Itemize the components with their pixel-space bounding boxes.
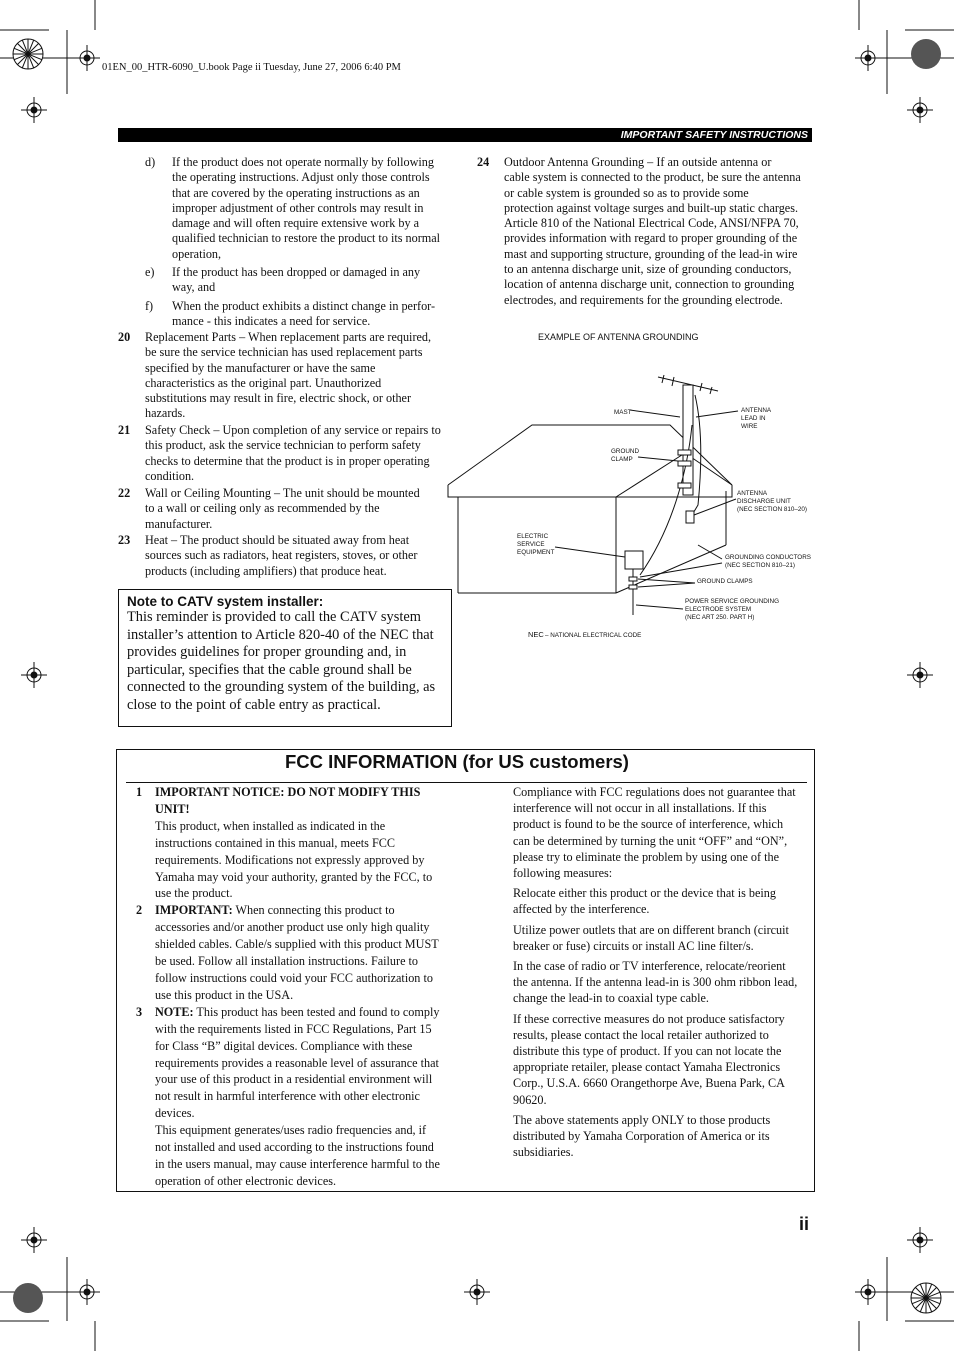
item-number: 22 (118, 486, 131, 500)
text-line: The above statements apply ONLY to those products (513, 1112, 771, 1127)
text-line: provides information with regard to proper grounding of the (504, 231, 798, 246)
text-line: substitutions may result in fire, electric shock, or other (145, 391, 412, 406)
fcc-paragraph (513, 1112, 813, 1161)
text-line: cable system is connected to the product, be sure the antenna (504, 170, 801, 185)
text-line: damage and will often require extensive work by a (172, 216, 420, 231)
text-line: not installed and used according to the instructions found (155, 1140, 434, 1155)
text-line: Article 810 of the National Electrical Code, ANSI/NFPA 70, (504, 216, 799, 231)
text-line: use the product. (155, 886, 233, 901)
text-line: close to the point of cable entry as practical. (127, 696, 381, 713)
text-line: the operating instructions. Adjust only those controls (172, 170, 430, 185)
text-line: provides guidelines for proper grounding and, in (127, 644, 407, 661)
text-line: follow instructions could void your FCC authorization to (155, 970, 433, 985)
text-line: way, and (172, 280, 216, 295)
section-header-title: IMPORTANT SAFETY INSTRUCTIONS (620, 129, 808, 141)
text-line: hazards. (145, 406, 186, 421)
fcc-title-rule (126, 782, 807, 783)
text-line: interference will not occur in all installations. If this (513, 801, 767, 816)
label-ground-clamp-2: CLAMP (611, 456, 633, 463)
text-line: be used. Follow all installation instructions. Failure to (155, 954, 419, 969)
text-line: mance - this indicates a need for service. (172, 314, 371, 329)
subitem-mark: d) (145, 155, 156, 169)
text-line: checks to determine that the product is in proper operating (145, 453, 430, 468)
item-number: 21 (118, 423, 131, 437)
text-line: installer’s attention to Article 820-40 of the NEC that (127, 626, 434, 643)
text-line: improper adjustment of other controls may result in (172, 200, 424, 215)
text-line: This product has been tested and found to comply (193, 1004, 440, 1019)
label-discharge-1: ANTENNA (737, 490, 768, 497)
text-line: When the product exhibits a distinct change in perfor- (172, 299, 436, 313)
text-line: This reminder is provided to call the CATV system (127, 609, 421, 625)
text-line: protection against voltage surges and built-up static charges. (504, 200, 799, 215)
label-grounding-conductors-2: (NEC SECTION 810–21) (725, 562, 795, 569)
item-number: 2 (136, 903, 143, 918)
label-ground-clamps: GROUND CLAMPS (697, 578, 753, 585)
text-line: This product, when installed as indicated in the (155, 818, 386, 833)
text-line: results, please contact the local retailer authorized to (513, 1027, 769, 1042)
text-line: Corp., U.S.A. 6660 Orangethorpe Ave, Buena Park, CA (513, 1076, 785, 1091)
book-info-line: 01EN_00_HTR-6090_U.book Page ii Tuesday, June 27, 2006 6:40 PM (102, 62, 401, 73)
text-line: operation, (172, 246, 222, 261)
label-antenna-lead-3: WIRE (741, 423, 758, 430)
text-line: breaker or fuse) circuits or install AC line filter/s. (513, 938, 754, 953)
label-nec-full: – NATIONAL ELECTRICAL CODE (545, 632, 642, 639)
fcc-paragraph (513, 922, 813, 954)
label-power-service-3: (NEC ART 250. PART H) (685, 614, 755, 621)
text-line: appropriate retailer, please contact Yamaha Electronics (513, 1060, 781, 1075)
text-line: location of antenna discharge unit, connection to grounding (504, 277, 795, 292)
label-power-service-1: POWER SERVICE GROUNDING (685, 598, 779, 605)
item-number: 24 (477, 155, 490, 169)
fcc-left-column (136, 784, 466, 1190)
text-line: instructions contained in this manual, meets FCC (155, 835, 396, 850)
catv-note-box (118, 589, 452, 727)
text-line: devices. (155, 1106, 195, 1121)
text-line: be sure the service technician has used replacement parts (145, 345, 423, 360)
text-line: Compliance with FCC regulations does not guarantee that (513, 785, 796, 799)
fcc-right-column (513, 784, 813, 1160)
label-antenna-lead-2: LEAD IN (741, 415, 766, 422)
text-line: specified by the manufacturer or have the same (145, 360, 376, 375)
item-number: 20 (118, 330, 131, 344)
text-line: mast and supporting structure, grounding of the lead-in wire (504, 246, 798, 261)
fcc-paragraph (513, 958, 813, 1007)
label-grounding-conductors-1: GROUNDING CONDUCTORS (725, 554, 811, 561)
label-discharge-2: DISCHARGE UNIT (737, 498, 791, 505)
text-line: for Class “B” digital devices. Compliance with these (155, 1038, 413, 1053)
text-line: This equipment generates/uses radio frequencies and, if (155, 1123, 427, 1138)
text-line: in the users manual, may cause interference harmful to the (155, 1156, 440, 1171)
text-line: can be determined by turning the unit “OFF” and “ON”, (513, 833, 788, 848)
text-line: connected to the grounding system of the building, as (127, 679, 436, 696)
fcc-notice-heading: UNIT! (155, 801, 190, 816)
text-line: subsidiaries. (513, 1145, 574, 1160)
section-header-bar (118, 128, 812, 142)
text-line: not result in harmful interference with other electronic (155, 1089, 420, 1104)
text-line: Outdoor Antenna Grounding – If an outside antenna or (504, 155, 772, 169)
fcc-important-label: IMPORTANT: (155, 903, 233, 918)
fcc-note-label: NOTE: (155, 1004, 194, 1019)
text-line: If the product has been dropped or damaged in any (172, 265, 421, 279)
text-line: following measures: (513, 866, 613, 881)
label-ground-clamp-1: GROUND (611, 448, 639, 455)
text-line: characteristics as the original part. Unauthorized (145, 375, 382, 390)
text-line: the antenna. If the antenna lead-in is 300 ohm ribbon lead, (513, 975, 798, 990)
text-line: distribute this type of product. If you can not locate the (513, 1044, 782, 1059)
fcc-info-title: FCC INFORMATION (for US customers) (285, 751, 629, 772)
text-line: accessories and/or another product use only high quality (155, 920, 430, 935)
text-line: If these corrective measures do not produce satisfactory (513, 1011, 785, 1026)
text-line: manufacturer. (145, 516, 213, 531)
subitem-mark: e) (145, 265, 155, 279)
text-line: products (including amplifiers) that produce heat. (145, 563, 387, 578)
item-number: 3 (136, 1004, 143, 1019)
text-line: to a wall or ceiling only as recommended by the (145, 501, 380, 516)
text-line: If the product does not operate normally by following (172, 155, 434, 169)
label-electric-2: SERVICE (517, 541, 545, 548)
text-line: Utilize power outlets that are on different branch (circuit (513, 922, 789, 937)
diagram-title: EXAMPLE OF ANTENNA GROUNDING (538, 332, 699, 342)
fcc-paragraph (513, 1011, 813, 1108)
fcc-paragraph (513, 885, 813, 917)
subitem-mark: f) (145, 299, 154, 313)
text-line: Wall or Ceiling Mounting – The unit should be mounted (145, 486, 420, 500)
text-line: with the requirements listed in FCC Regulations, Part 15 (155, 1021, 432, 1036)
text-line: your use of this product in a residential environment will (155, 1072, 433, 1087)
text-line: use this product in the USA. (155, 987, 294, 1002)
item-number: 1 (136, 785, 143, 799)
text-line: to an antenna discharge unit, size of grounding conductors, (504, 262, 792, 277)
text-line: affected by the interference. (513, 902, 650, 917)
text-line: Yamaha may void your authority, granted by the FCC, to (155, 869, 433, 884)
item-number: 23 (118, 533, 131, 547)
text-line: requirements. Modifications not expressly approved by (155, 852, 425, 867)
text-line: distributed by Yamaha Corporation of America or its (513, 1129, 770, 1144)
text-line: that are covered by the operating instructions as an (172, 185, 420, 200)
text-line: product is found to be the source of interference, which (513, 817, 784, 832)
text-line: Heat – The product should be situated away from heat (145, 533, 410, 547)
text-line: operation of other electronic devices. (155, 1173, 337, 1188)
label-electric-3: EQUIPMENT (517, 549, 555, 556)
catv-note-title: Note to CATV system installer: (127, 594, 324, 609)
text-line: qualified technician to restore the product to its normal (172, 231, 441, 246)
text-line: this product, ask the service technician to perform safety (145, 438, 421, 453)
label-nec: NEC (528, 630, 544, 639)
text-line: 90620. (513, 1092, 547, 1107)
label-electric-1: ELECTRIC (517, 533, 549, 540)
text-line: Replacement Parts – When replacement parts are required, (145, 330, 432, 344)
label-power-service-2: ELECTRODE SYSTEM (685, 606, 752, 613)
label-mast: MAST (614, 409, 632, 416)
text-line: Relocate either this product or the device that is being (513, 886, 776, 901)
text-line: or cable system is grounded so as to provide some (504, 185, 749, 200)
fcc-paragraph (513, 784, 813, 881)
text-line: change the lead-in to coaxial type cable. (513, 991, 709, 1006)
fcc-notice-heading: IMPORTANT NOTICE: DO NOT MODIFY THIS (155, 785, 421, 799)
text-line: electrodes, and requirements for the grounding electrode. (504, 292, 783, 307)
label-antenna-lead-1: ANTENNA (741, 407, 772, 414)
text-line: condition. (145, 468, 195, 483)
text-line: sources such as radiators, heat registers, stoves, or other (145, 548, 418, 563)
label-discharge-3: (NEC SECTION 810–20) (737, 506, 807, 513)
text-line: In the case of radio or TV interference, relocate/reorient (513, 959, 786, 974)
text-line: Safety Check – Upon completion of any service or repairs to (145, 423, 441, 437)
text-line: please try to eliminate the problem by using one of the (513, 849, 780, 864)
text-line: requirements provides a reasonable level of assurance that (155, 1055, 439, 1070)
text-line: When connecting this product to (232, 903, 395, 918)
text-line: particular, specifies that the cable ground shall be (127, 661, 412, 678)
text-line: shielded cables. Cable/s supplied with this product MUST (155, 937, 439, 952)
page-number: ii (799, 1214, 810, 1234)
antenna-grounding-diagram (440, 325, 820, 645)
